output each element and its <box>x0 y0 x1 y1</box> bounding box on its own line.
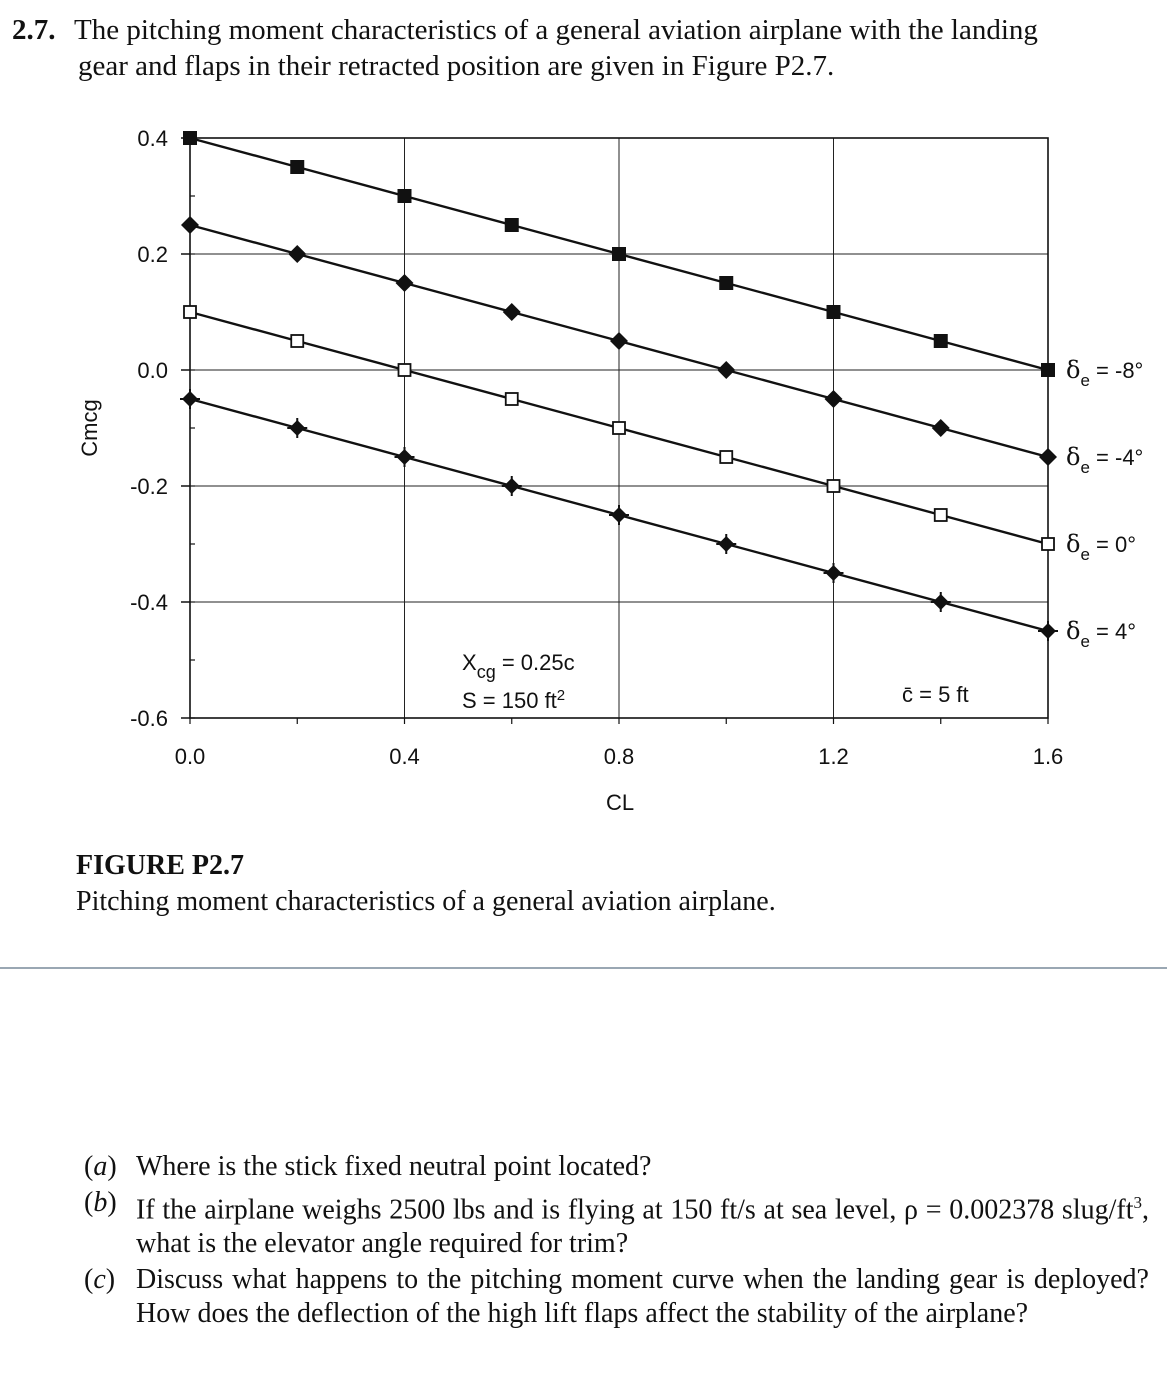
data-point-cross <box>180 389 200 409</box>
question-label: b <box>93 1187 108 1218</box>
figure-label: FIGURE P2.7 <box>76 850 244 881</box>
data-point-square <box>719 276 733 290</box>
section-divider <box>0 967 1167 969</box>
question-text: If the airplane weighs 2500 lbs and is flying at 150 ft/s at sea level, ρ = 0.002378 slug/ft <box>136 1194 1134 1226</box>
question-text: Where is the stick fixed neutral point located? <box>136 1151 652 1182</box>
series-label: $\delta_e = 4^\circ$ <box>1066 617 1137 651</box>
data-point-square <box>183 131 197 145</box>
figure-caption <box>76 848 776 920</box>
data-point-square <box>612 247 626 261</box>
data-point-square <box>934 334 948 348</box>
data-point-square <box>827 305 841 319</box>
y-tick-label: 0.2 <box>137 242 168 267</box>
y-tick-label: 0.0 <box>137 358 168 383</box>
data-point-open-square <box>291 335 303 347</box>
data-point-open-square <box>184 306 196 318</box>
data-point-diamond <box>610 332 628 350</box>
problem-text-line1: The pitching moment characteristics of a general aviation airplane with the landing <box>74 14 1038 46</box>
question-text-end: , what is the elevator angle required for trim? <box>136 1194 1149 1260</box>
data-point-square <box>398 189 412 203</box>
y-tick-label: -0.6 <box>130 706 168 731</box>
question-list <box>84 1150 1149 1333</box>
data-point-diamond <box>396 274 414 292</box>
data-point-cross <box>824 563 844 583</box>
x-tick-label: 0.0 <box>174 744 206 769</box>
data-point-cross <box>609 505 629 525</box>
data-point-square <box>1041 363 1055 377</box>
data-point-square <box>505 218 519 232</box>
chart-ticks <box>130 126 1063 769</box>
data-point-diamond <box>288 245 306 263</box>
x-tick-label: 1.2 <box>818 744 849 769</box>
data-point-diamond <box>825 390 843 408</box>
problem-text-line2: gear and flaps in their retracted position are given in Figure P2.7. <box>78 50 835 82</box>
question-b: (b) If the airplane weighs 2500 lbs and is flying at 150 ft/s at sea level, ρ = 0.002378 slug/$ft^3$, what is the elevator angle required for trim? <box>84 1187 1149 1260</box>
series-label: $\delta_e = 0^\circ$ <box>1066 530 1137 564</box>
data-point-diamond <box>181 216 199 234</box>
data-point-square <box>290 160 304 174</box>
y-axis-label: Cmcg <box>77 399 102 457</box>
x-tick-label: 0.4 <box>389 744 420 769</box>
data-point-cross <box>395 447 415 467</box>
figure-caption-text: Pitching moment characteristics of a general aviation airplane. <box>76 886 776 917</box>
data-point-cross <box>931 592 951 612</box>
question-label: c <box>93 1264 106 1296</box>
data-point-cross <box>716 534 736 554</box>
data-point-diamond <box>503 303 521 321</box>
data-point-open-square <box>506 393 518 405</box>
data-point-open-square <box>720 451 732 463</box>
data-point-cross <box>502 476 522 496</box>
question-superscript: 3 <box>1133 1193 1142 1212</box>
data-point-open-square <box>935 509 947 521</box>
data-point-cross <box>287 418 307 438</box>
data-point-diamond <box>1039 448 1057 466</box>
question-label: a <box>93 1151 108 1182</box>
question-text: Discuss what happens to the pitching moment curve when the landing gear is deployed? How does the deflection of the high lift flaps affect the stability of the airplane? <box>136 1264 1149 1330</box>
series-label: $\delta_e = -8^\circ$ <box>1066 356 1144 390</box>
x-tick-label: 0.8 <box>603 744 635 769</box>
y-tick-label: -0.4 <box>130 590 168 615</box>
data-point-open-square <box>1042 538 1054 550</box>
wing-area-annotation: S = 150 $ft^2$ <box>462 687 566 713</box>
x-tick-label: 1.6 <box>1032 744 1064 769</box>
data-point-open-square <box>613 422 625 434</box>
question-a: (a) Where is the stick fixed neutral point located? <box>84 1151 652 1182</box>
chart-labels <box>1066 356 1143 651</box>
data-point-diamond <box>932 419 950 437</box>
xcg-annotation: $X_{cg} = 0.25c$ <box>462 650 575 682</box>
series-label: $\delta_e = -4^\circ$ <box>1066 443 1144 477</box>
data-point-open-square <box>399 364 411 376</box>
data-point-diamond <box>717 361 735 379</box>
y-tick-label: 0.4 <box>137 126 168 151</box>
problem-number: 2.7. <box>12 14 56 46</box>
question-c: (c) Discuss what happens to the pitching moment curve when the landing gear is deployed? How does the deflection of the high lift flaps affect the stability of the airplane? <box>84 1264 1149 1330</box>
data-point-cross <box>1038 621 1058 641</box>
data-point-open-square <box>828 480 840 492</box>
chord-annotation: c̄ = 5 ft <box>902 682 969 707</box>
y-tick-label: -0.2 <box>130 474 168 499</box>
x-axis-label: CL <box>605 790 635 815</box>
